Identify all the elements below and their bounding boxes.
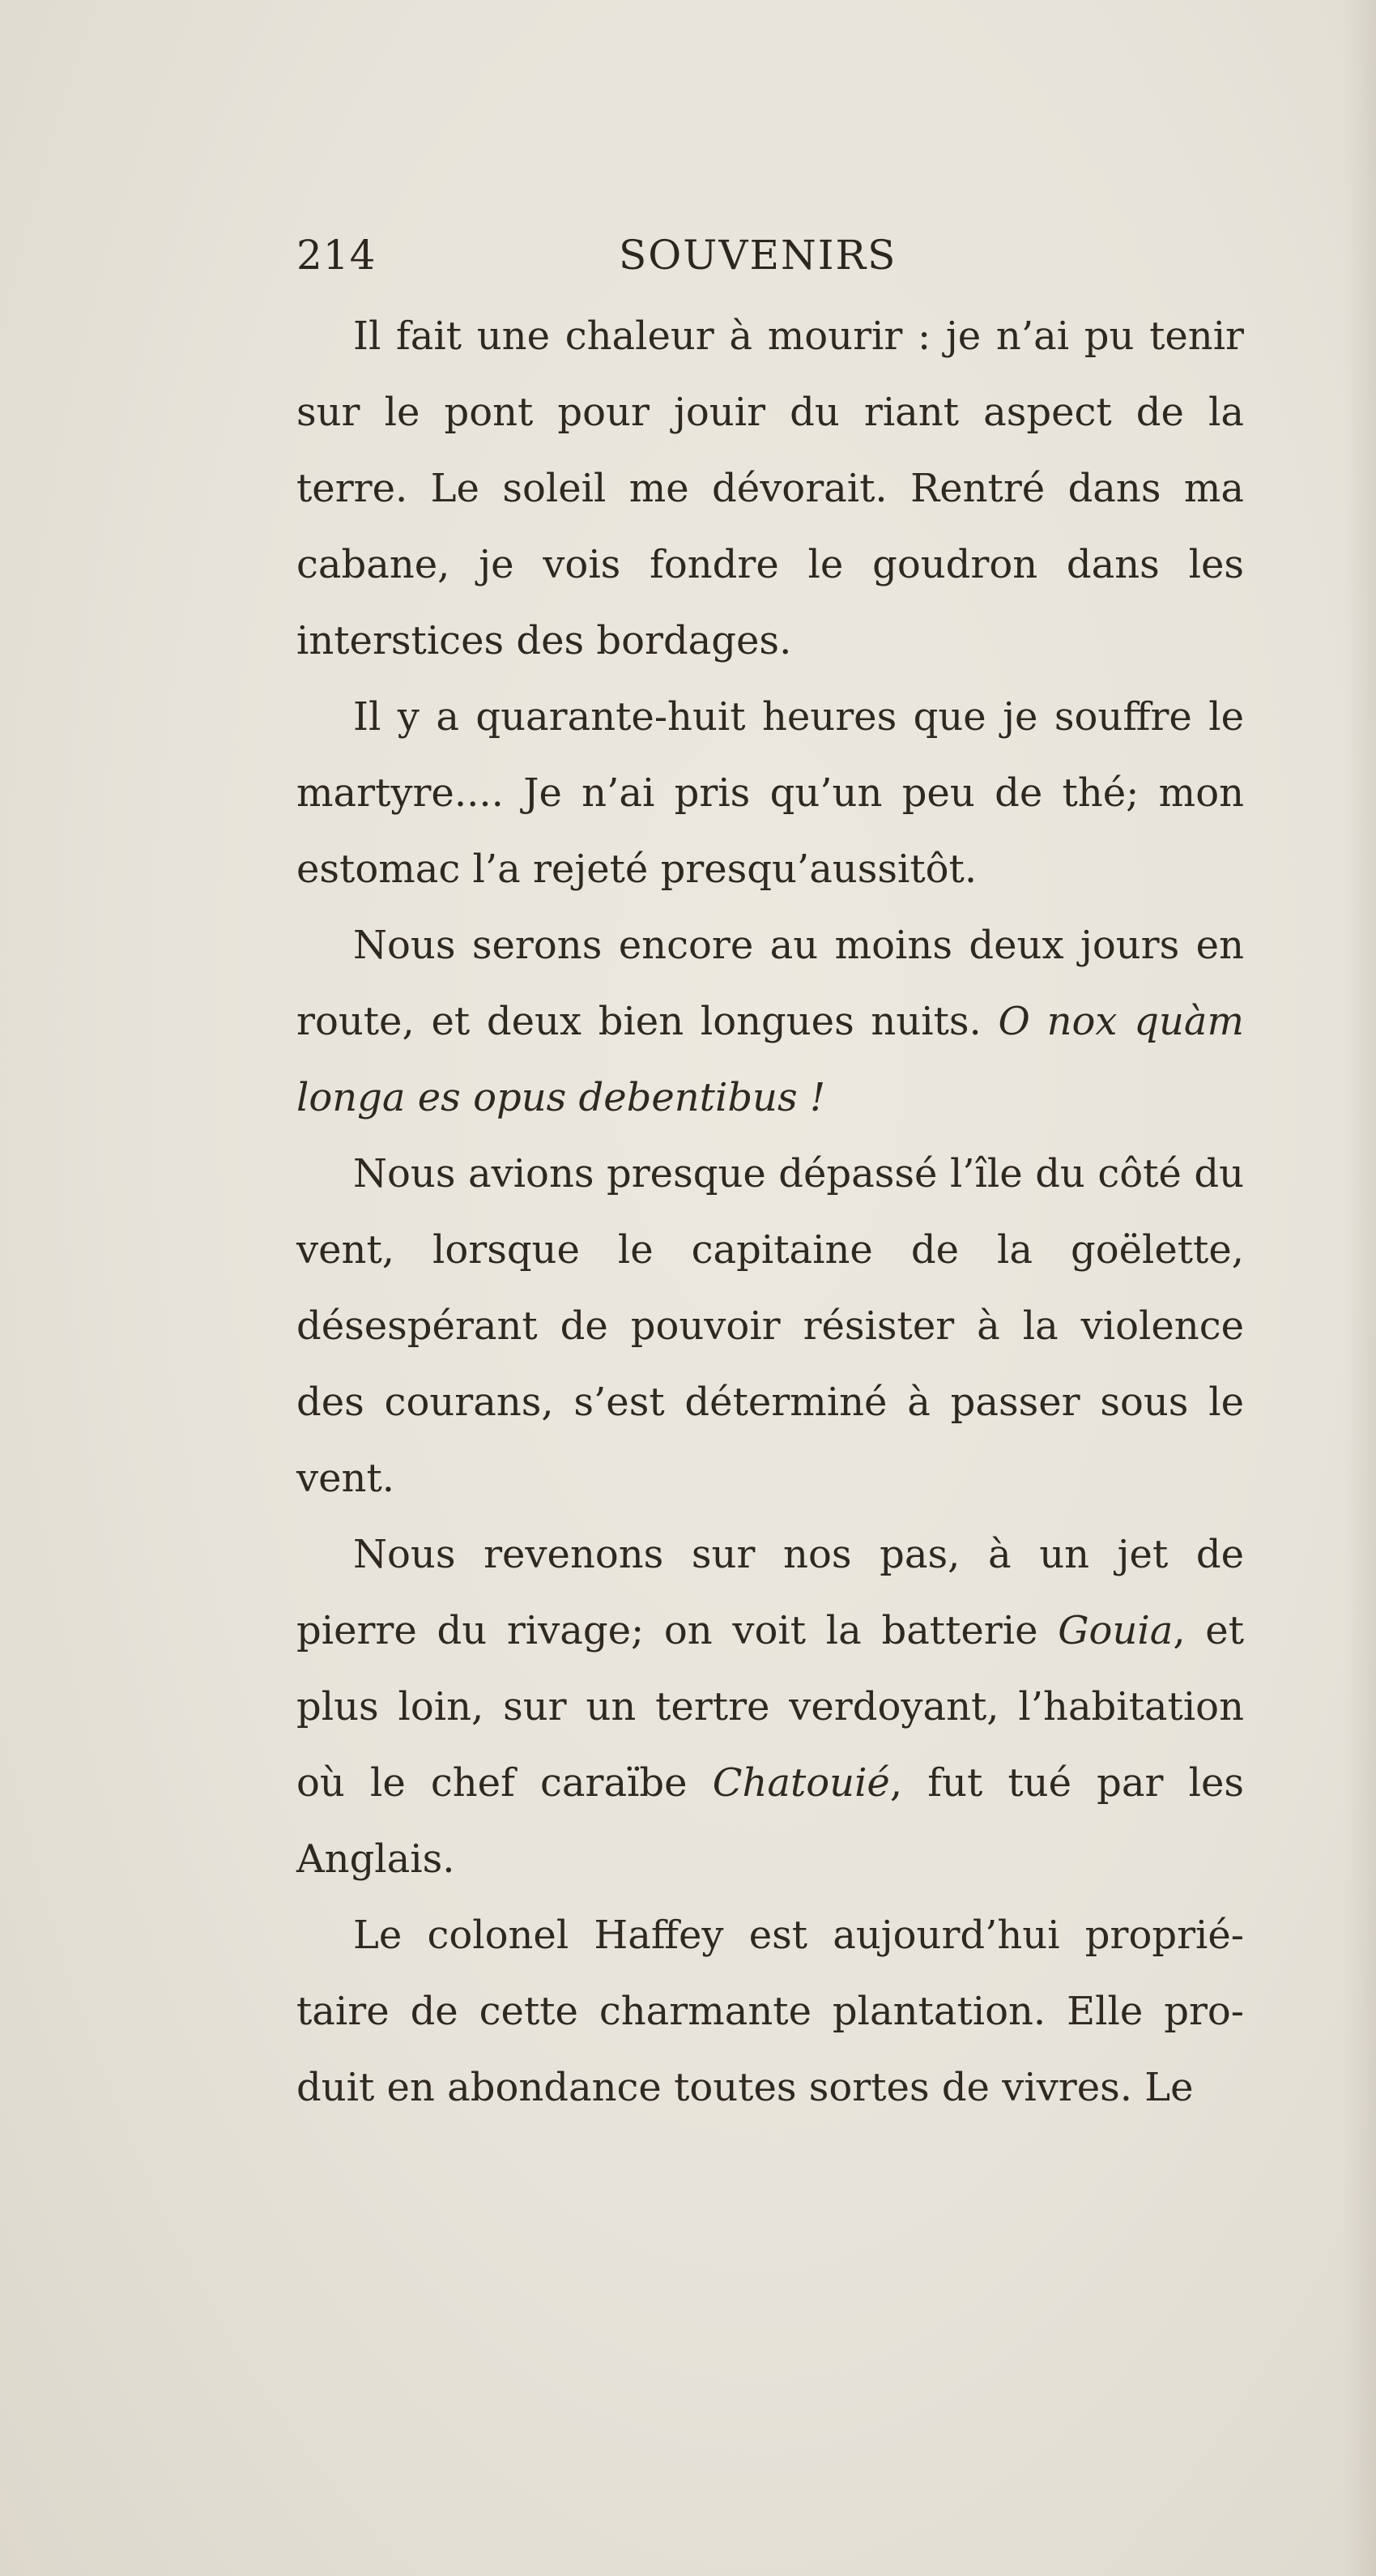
paragraph-4: Nous avions presque dépassé l’île du côté du vent, lorsque le capitaine de la goëlette, désespérant de pouvoir résister à la violence des courans, s’est déterminé à passer sous le vent. (296, 1151, 1244, 1501)
paragraph-5-text-middle: , et plus loin, sur un tertre verdoyant, l’habitation où le chef caraïbe (296, 1608, 1244, 1806)
page-number: 214 (296, 232, 377, 279)
paragraph-5-text-after: , fut tué par les Anglais. (296, 1760, 1244, 1882)
paragraph-2: Il y a quarante-huit heures que je souffre le martyre.... Je n’ai pris qu’un peu de thé; mon estomac l’a rejeté presqu’aussitôt. (296, 694, 1244, 892)
battery-name: Gouia (1058, 1608, 1174, 1653)
paragraph-3-text: Nous serons encore au moins deux jours en route, et deux bien longues nuits. (296, 923, 1244, 1044)
paragraph-5 (296, 1516, 1244, 1897)
page-edge-shadow (1344, 0, 1376, 2576)
running-title: SOUVENIRS (619, 232, 897, 279)
paragraph-5-text-before: Nous revenons sur nos pas, à un jet de pierre du rivage; on voit la batterie (296, 1532, 1244, 1653)
body-text (296, 298, 1244, 2126)
paragraph-1: Il fait une chaleur à mourir : je n’ai pu tenir sur le pont pour jouir du riant aspect de la terre. Le soleil me dévorait. Rentré dans ma cabane, je vois fondre le goudron dans les interstices des bordages. (296, 313, 1244, 663)
paragraph-6: Le colonel Haffey est aujourd’hui propriétaire de cette charmante plantation. Elle produit en abondance toutes sortes de vivres. Le (296, 1913, 1244, 2110)
paragraph-3 (296, 907, 1244, 1136)
chief-name: Chatouié (712, 1760, 890, 1806)
page-header (296, 228, 1252, 293)
latin-quotation: O nox quàm longa es opus debentibus ! (296, 999, 1245, 1120)
